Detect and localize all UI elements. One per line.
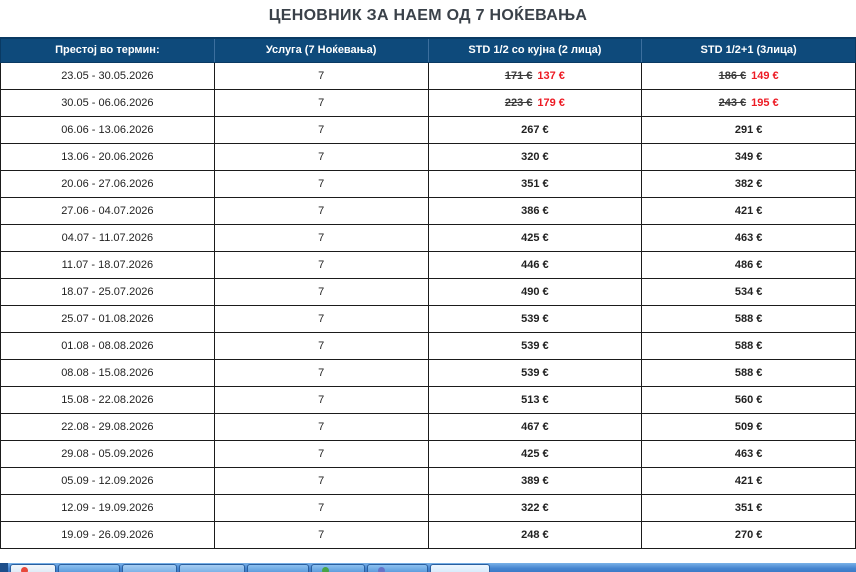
std121-price-cell: 588 € [642,359,856,386]
column-header-std121: STD 1/2+1 (3лица) [642,38,856,62]
table-row [1,413,856,440]
std12-price-cell: 467 € [428,413,642,440]
table-row [1,440,856,467]
std121-price-cell: 349 € [642,143,856,170]
service-cell: 7 [214,521,428,548]
std12-price-cell: 425 € [428,440,642,467]
std12-price-cell: 320 € [428,143,642,170]
service-cell: 7 [214,62,428,89]
period-cell: 27.06 - 04.07.2026 [1,197,215,224]
std12-price-cell: 389 € [428,467,642,494]
std12-price-cell: 386 € [428,197,642,224]
period-cell: 15.08 - 22.08.2026 [1,386,215,413]
std121-price-cell: 534 € [642,278,856,305]
std12-price-cell: 539 € [428,305,642,332]
table-row [1,89,856,116]
table-row [1,251,856,278]
service-cell: 7 [214,359,428,386]
service-cell: 7 [214,143,428,170]
period-cell: 13.06 - 20.06.2026 [1,143,215,170]
period-cell: 23.05 - 30.05.2026 [1,62,215,89]
table-row [1,467,856,494]
period-cell: 08.08 - 15.08.2026 [1,359,215,386]
discounted-price: 149 € [751,69,779,82]
std121-price-cell: 463 € [642,224,856,251]
old-price: 171 € [504,69,533,82]
discounted-price: 195 € [751,96,779,109]
std12-price-cell: 490 € [428,278,642,305]
indigo-app-icon [378,567,385,572]
table-row [1,224,856,251]
period-cell: 11.07 - 18.07.2026 [1,251,215,278]
discounted-price: 137 € [537,69,565,82]
service-cell: 7 [214,278,428,305]
table-row [1,386,856,413]
service-cell: 7 [214,170,428,197]
table-row [1,197,856,224]
std12-price-cell: 322 € [428,494,642,521]
std12-price-cell: 513 € [428,386,642,413]
std121-price-cell [642,62,856,89]
std12-price-cell [428,89,642,116]
std121-price-cell: 351 € [642,494,856,521]
table-row [1,305,856,332]
table-row [1,116,856,143]
std121-price-cell: 560 € [642,386,856,413]
std121-price-cell: 486 € [642,251,856,278]
std121-price-cell: 291 € [642,116,856,143]
std121-price-cell: 509 € [642,413,856,440]
std121-price-cell: 421 € [642,467,856,494]
old-price: 223 € [504,96,533,109]
std12-price-cell: 539 € [428,359,642,386]
std12-price-cell: 425 € [428,224,642,251]
std121-price-cell: 382 € [642,170,856,197]
period-cell: 20.06 - 27.06.2026 [1,170,215,197]
taskbar-left-edge [0,563,8,572]
service-cell: 7 [214,197,428,224]
service-cell: 7 [214,332,428,359]
period-cell: 01.08 - 08.08.2026 [1,332,215,359]
std12-price-cell [428,62,642,89]
service-cell: 7 [214,224,428,251]
std12-price-cell: 351 € [428,170,642,197]
period-cell: 05.09 - 12.09.2026 [1,467,215,494]
service-cell: 7 [214,116,428,143]
service-cell: 7 [214,89,428,116]
period-cell: 04.07 - 11.07.2026 [1,224,215,251]
std121-price-cell: 588 € [642,332,856,359]
table-row [1,62,856,89]
taskbar-button-6[interactable] [311,564,365,572]
period-cell: 18.07 - 25.07.2026 [1,278,215,305]
period-cell: 22.08 - 29.08.2026 [1,413,215,440]
std12-price-cell: 267 € [428,116,642,143]
column-header-std12: STD 1/2 со кујна (2 лица) [428,38,642,62]
period-cell: 19.09 - 26.09.2026 [1,521,215,548]
red-app-icon [21,567,28,572]
header-row [1,38,856,62]
std12-price-cell: 446 € [428,251,642,278]
price-table-body [1,62,856,548]
taskbar-button-5[interactable] [247,564,309,572]
std121-price-cell: 421 € [642,197,856,224]
table-row [1,170,856,197]
std121-price-cell: 270 € [642,521,856,548]
table-row [1,359,856,386]
taskbar-button-1[interactable] [10,564,56,572]
column-header-service: Услуга (7 Ноќевања) [214,38,428,62]
table-row [1,143,856,170]
std121-price-cell: 588 € [642,305,856,332]
price-table [0,37,856,549]
period-cell: 29.08 - 05.09.2026 [1,440,215,467]
table-row [1,278,856,305]
discounted-price: 179 € [537,96,565,109]
old-price: 186 € [718,69,747,82]
period-cell: 12.09 - 19.09.2026 [1,494,215,521]
table-row [1,332,856,359]
old-price: 243 € [718,96,747,109]
taskbar-button-8[interactable] [430,564,490,572]
taskbar-button-7[interactable] [367,564,428,572]
period-cell: 25.07 - 01.08.2026 [1,305,215,332]
std121-price-cell: 463 € [642,440,856,467]
std121-price-cell [642,89,856,116]
service-cell: 7 [214,413,428,440]
taskbar [0,563,856,572]
price-table-header [1,38,856,62]
taskbar-button-4[interactable] [179,564,245,572]
period-cell: 30.05 - 06.06.2026 [1,89,215,116]
service-cell: 7 [214,305,428,332]
column-header-period: Престој во термин: [1,38,215,62]
std12-price-cell: 248 € [428,521,642,548]
service-cell: 7 [214,494,428,521]
period-cell: 06.06 - 13.06.2026 [1,116,215,143]
service-cell: 7 [214,386,428,413]
green-app-icon [322,567,329,572]
table-row [1,494,856,521]
taskbar-button-2[interactable] [58,564,120,572]
table-row [1,521,856,548]
std12-price-cell: 539 € [428,332,642,359]
service-cell: 7 [214,467,428,494]
service-cell: 7 [214,251,428,278]
taskbar-button-3[interactable] [122,564,177,572]
page-title: ЦЕНОВНИК ЗА НАЕМ ОД 7 НОЌЕВАЊА [268,7,588,24]
service-cell: 7 [214,440,428,467]
